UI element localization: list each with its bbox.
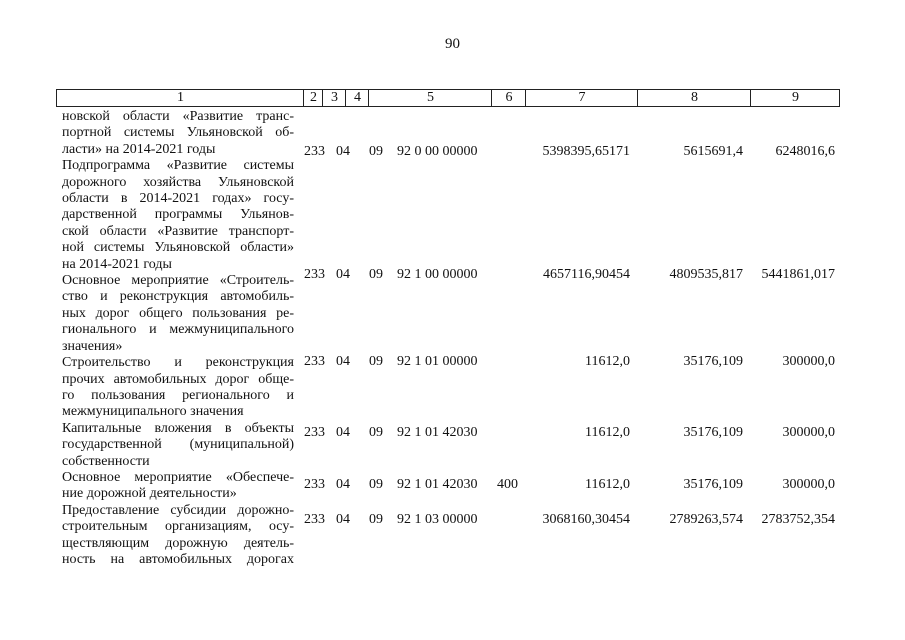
cell-c7: 5398395,65171 xyxy=(542,144,630,159)
cell-c6: 400 xyxy=(497,477,518,492)
header-cell-3: 3 xyxy=(322,90,346,106)
cell-c3: 04 xyxy=(336,354,350,369)
cell-c4: 09 xyxy=(369,354,383,369)
cell-c2: 233 xyxy=(304,425,325,440)
text-line: новской области «Развитие транс- xyxy=(62,109,294,124)
cell-c8: 35176,109 xyxy=(683,354,743,369)
text-line: ществляющим дорожную деятель- xyxy=(62,535,294,551)
cell-c8: 35176,109 xyxy=(683,425,743,440)
text-line: государственной (муниципальной) xyxy=(62,437,294,453)
header-cell-7: 7 xyxy=(525,90,638,106)
cell-c4: 09 xyxy=(369,144,383,159)
cell-c5: 92 1 00 00000 xyxy=(397,267,478,282)
table-header-row xyxy=(56,89,840,107)
cell-c9: 2783752,354 xyxy=(761,512,835,527)
cell-c5: 92 0 00 00000 xyxy=(397,144,478,159)
cell-c5: 92 1 03 00000 xyxy=(397,512,478,527)
cell-c9: 300000,0 xyxy=(782,354,835,369)
header-cell-2: 2 xyxy=(303,90,323,106)
text-line: Капитальные вложения в объекты xyxy=(62,420,294,436)
text-line: Строительство и реконструкция xyxy=(62,355,294,371)
cell-c7: 11612,0 xyxy=(585,477,630,492)
text-line: ние дорожной деятельности» xyxy=(62,486,237,502)
cell-c3: 04 xyxy=(336,144,350,159)
table-row xyxy=(0,512,905,528)
description-column xyxy=(62,109,294,568)
row-text-1 xyxy=(62,158,294,273)
cell-c8: 5615691,4 xyxy=(683,144,743,159)
page-number: 90 xyxy=(445,36,460,52)
text-line: дорожного хозяйства Ульяновской xyxy=(62,174,294,190)
cell-c4: 09 xyxy=(369,477,383,492)
text-line: ной системы Ульяновской области» xyxy=(62,240,294,256)
cell-c4: 09 xyxy=(369,267,383,282)
row-text-2 xyxy=(62,273,294,355)
cell-c2: 233 xyxy=(304,354,325,369)
cell-c9: 6248016,6 xyxy=(775,144,835,159)
header-cell-1: 1 xyxy=(177,90,184,105)
cell-c5: 92 1 01 42030 xyxy=(397,425,478,440)
text-line: Предоставление субсидии дорожно- xyxy=(62,502,294,518)
text-line: дарственной программы Ульянов- xyxy=(62,207,294,223)
text-line: го пользования регионального и xyxy=(62,387,294,403)
cell-c2: 233 xyxy=(304,512,325,527)
header-cell-5: 5 xyxy=(368,90,492,106)
table-row xyxy=(0,477,905,493)
text-line: ность на автомобильных дорогах xyxy=(62,551,294,567)
header-cell-9: 9 xyxy=(750,90,840,106)
text-line: гионального и межмуниципального xyxy=(62,322,294,338)
cell-c7: 4657116,90454 xyxy=(543,267,630,282)
cell-c4: 09 xyxy=(369,512,383,527)
text-line: прочих автомобильных дорог обще- xyxy=(62,371,294,387)
text-line: межмуниципального значения xyxy=(62,404,244,420)
cell-c8: 2789263,574 xyxy=(669,512,743,527)
text-line: Основное мероприятие «Обеспече- xyxy=(62,469,294,485)
text-line: собственности xyxy=(62,453,150,469)
cell-c2: 233 xyxy=(304,144,325,159)
cell-c3: 04 xyxy=(336,267,350,282)
text-line: значения» xyxy=(62,338,123,354)
cell-c2: 233 xyxy=(304,267,325,282)
table-row xyxy=(0,267,905,283)
cell-c3: 04 xyxy=(336,425,350,440)
cell-c9: 5441861,017 xyxy=(761,267,835,282)
text-line: ство и реконструкция автомобиль- xyxy=(62,289,294,305)
table-row xyxy=(0,141,905,160)
cell-c9: 300000,0 xyxy=(782,477,835,492)
text-line: области в 2014-2021 годах» госу- xyxy=(62,191,294,207)
header-cell-4: 4 xyxy=(345,90,369,106)
cell-c5: 92 1 01 42030 xyxy=(397,477,478,492)
text-line: портной системы Ульяновской об- xyxy=(62,125,294,141)
cell-c8: 35176,109 xyxy=(683,477,743,492)
cell-c7: 11612,0 xyxy=(585,354,630,369)
text-line: ласти» на 2014-2021 годы xyxy=(62,141,216,157)
cell-c8: 4809535,817 xyxy=(669,267,743,282)
table-row xyxy=(0,425,905,441)
cell-c7: 3068160,30454 xyxy=(542,512,630,527)
cell-c7: 11612,0 xyxy=(585,425,630,440)
cell-c3: 04 xyxy=(336,477,350,492)
cell-c3: 04 xyxy=(336,512,350,527)
text-line: Подпрограмма «Развитие системы xyxy=(62,158,294,174)
cell-c2: 233 xyxy=(304,477,325,492)
text-line: ных дорог общего пользования ре- xyxy=(62,305,294,321)
cell-c4: 09 xyxy=(369,425,383,440)
cell-c5: 92 1 01 00000 xyxy=(397,354,478,369)
header-cell-8: 8 xyxy=(637,90,751,106)
table-row xyxy=(0,354,905,370)
text-line: строительным организациям, осу- xyxy=(62,519,294,535)
cell-c9: 300000,0 xyxy=(782,425,835,440)
text-line: ской области «Развитие транспорт- xyxy=(62,223,294,239)
header-cell-6: 6 xyxy=(491,90,526,106)
text-line: на 2014-2021 годы xyxy=(62,256,172,272)
text-line: Основное мероприятие «Строитель- xyxy=(62,273,294,289)
